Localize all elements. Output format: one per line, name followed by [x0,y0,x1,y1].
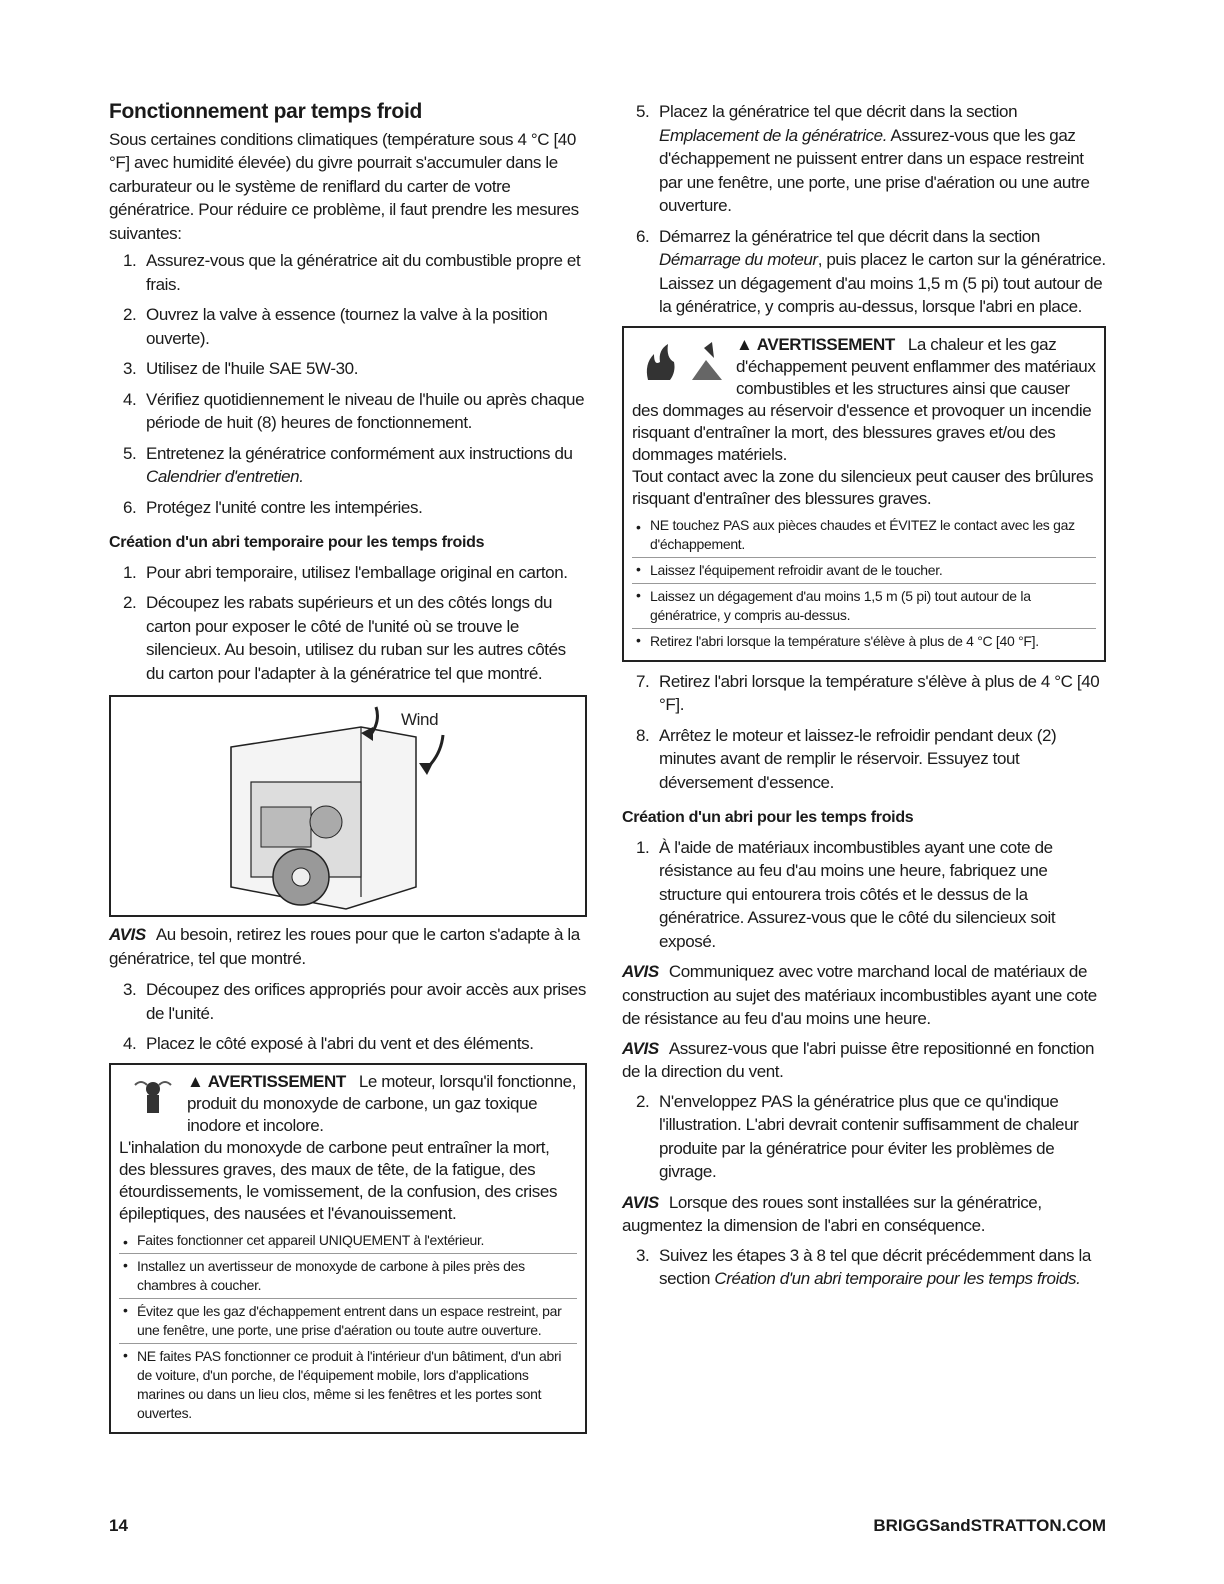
placement-steps [622,100,1106,319]
warning-bullets [119,1231,577,1423]
subheading-shelter: Création d'un abri pour les temps froids [622,809,914,826]
warning-title: AVERTISSEMENT [756,334,895,354]
warning-text-2: Tout contact avec la zone du silencieux peut causer des brûlures risquant d'entraîner des blessures graves. [632,466,1094,508]
shelter-steps [622,836,1106,954]
page-number: 14 [109,1516,128,1535]
shelter-illustration [109,695,587,917]
fire-warning-box [622,326,1106,662]
subheading-temporary-shelter: Création d'un abri temporaire pour les temps froids [109,534,485,551]
avis-note: AVIS Au besoin, retirez les roues pour que le carton s'adapte à la génératrice, tel que montré. [109,925,580,968]
list-item: 5. Placez la génératrice tel que décrit dans la section Emplacement de la génératrice. Assurez-vous que les gaz d'échappement ne puissent entrer dans un espace restreint par une fenêtre, une porte, une prise d'aération ou une autre ouverture. [636,102,1090,215]
list-item: 1. Assurez-vous que la génératrice ait du combustible propre et frais. [123,251,581,294]
fire-hot-surface-icon [642,340,726,384]
avis-note: AVIS Communiquez avec votre marchand local de matériaux de construction au sujet des matériaux incombustibles ayant une cote de résistance au feu d'au moins une heure. [622,962,1097,1028]
list-item: 1. Pour abri temporaire, utilisez l'emballage original en carton. [123,562,568,582]
intro-paragraph: Sous certaines conditions climatiques (température sous 4 °C [40 °F] avec humidité élevée) du givre pourrait s'accumuler dans le carburateur ou le système de reniflard du carter de votre génératrice. Pour réduire ce problème, il faut prendre les mesures suivantes: [109,129,579,243]
warning-triangle-icon: ▲ [187,1071,204,1091]
list-item: 2. N'enveloppez PAS la génératrice plus que ce qu'indique l'illustration. L'abri devrait contenir suffisamment de chaleur produite par la génératrice pour éviter les problèmes de givrage. [636,1091,1079,1181]
warning-text: La chaleur et les gaz d'échappement peuvent enflammer des matériaux combustibles et les structures ainsi que causer des dommages au réservoir d'essence et provoquer un incendie risquant d'entraîner la mort, des blessures graves et/ou des dommages matériels. [632,334,1096,464]
cold-weather-steps [109,249,587,519]
list-item: • Retirez l'abri lorsque la température s'élève à plus de 4 °C [40 °F]. [632,628,1096,651]
warning-text-2: L'inhalation du monoxyde de carbone peut entraîner la mort, des blessures graves, des maux de tête, de la fatigue, des étourdissements, le vomissement, de la confusion, des crises épileptiques, des nausées et l'évanouissement. [119,1137,558,1223]
avis-note: AVIS Assurez-vous que l'abri puisse être repositionné en fonction de la direction du vent. [622,1038,1095,1081]
list-item: 3. Découpez des orifices appropriés pour avoir accès aux prises de l'unité. [123,980,586,1023]
avis-note: AVIS Lorsque des roues sont installées sur la génératrice, augmentez la dimension de l'abri en conséquence. [622,1192,1042,1235]
right-column [622,100,1106,1298]
list-item: 5. Entretenez la génératrice conformément aux instructions du Calendrier d'entretien. [123,443,573,486]
list-item: • NE faites PAS fonctionner ce produit à l'intérieur d'un bâtiment, d'un abri de voiture, d'un porche, de l'équipement mobile, lors d'applications marines ou dans un lieu clos, même si les fenêtres et les portes sont ouvertes. [119,1343,577,1423]
list-item: • NE touchez PAS aux pièces chaudes et ÉVITEZ le contact avec les gaz d'échappement. [632,516,1096,554]
list-item: 2. Découpez les rabats supérieurs et un des côtés longs du carton pour exposer le côté de l'unité où se trouve le silencieux. Au besoin, utilisez du ruban sur les autres côtés du carton pour l'adapter à la génératrice tel que montré. [123,593,566,683]
website-link[interactable]: BRIGGSandSTRATTON.COM [873,1516,1106,1535]
warning-bullets [632,516,1096,651]
warning-title: AVERTISSEMENT [207,1071,346,1091]
wind-label: Wind [401,710,439,729]
warning-text: Le moteur, lorsqu'il fonctionne, produit du monoxyde de carbone, un gaz toxique inodore et incolore. [187,1071,577,1135]
shelter-steps-final [622,1244,1106,1291]
temporary-shelter-steps [109,561,587,686]
list-item: 7. Retirez l'abri lorsque la température s'élève à plus de 4 °C [40 °F]. [636,671,1100,714]
list-item: 2. Ouvrez la valve à essence (tournez la valve à la position ouverte). [123,305,548,348]
list-item: 6. Protégez l'unité contre les intempéries. [123,497,423,517]
shelter-steps-cont [622,1090,1106,1184]
list-item: 3. Suivez les étapes 3 à 8 tel que décrit précédemment dans la section Création d'un abri temporaire pour les temps froids. [636,1245,1091,1288]
left-column [109,100,587,1434]
list-item: 3. Utilisez de l'huile SAE 5W-30. [123,359,359,378]
list-item: • Faites fonctionner cet appareil UNIQUEMENT à l'extérieur. [119,1231,577,1250]
section-heading: Fonctionnement par temps froid [109,100,423,123]
temporary-shelter-steps-cont [109,978,587,1056]
warning-triangle-icon: ▲ [736,334,753,354]
list-item: 1. À l'aide de matériaux incombustibles ayant une cote de résistance au feu d'au moins une heure, fabriquez une structure qui entourera trois côtés et le dessus de la génératrice. Assurez-vous que le côté du silencieux soit exposé. [636,837,1056,951]
shutdown-steps [622,670,1106,795]
list-item: • Installez un avertisseur de monoxyde de carbone à piles près des chambres à coucher. [119,1253,577,1295]
list-item: • Laissez un dégagement d'au moins 1,5 m (5 pi) tout autour de la génératrice, y compris au-dessus. [632,583,1096,625]
list-item: 4. Vérifiez quotidiennement le niveau de l'huile ou après chaque période de huit (8) heures de fonctionnement. [123,389,585,432]
list-item: • Évitez que les gaz d'échappement entrent dans un espace restreint, par une fenêtre, une porte, une prise d'aération ou toute autre ouverture. [119,1298,577,1340]
generator-carton-illustration [111,697,585,911]
list-item: 4. Placez le côté exposé à l'abri du vent et des éléments. [123,1034,534,1053]
toxic-fumes-icon [129,1077,177,1117]
list-item: 8. Arrêtez le moteur et laissez-le refroidir pendant deux (2) minutes avant de remplir le réservoir. Essuyez tout déversement d'essence. [636,725,1057,792]
list-item: • Laissez l'équipement refroidir avant de le toucher. [632,557,1096,580]
list-item: 6. Démarrez la génératrice tel que décrit dans la section Démarrage du moteur, puis placez le carton sur la génératrice. Laissez un dégagement d'au moins 1,5 m (5 pi) tout autour de la génératrice, y compris au-dessus, lorsque l'abri en place. [636,226,1106,316]
co-warning-box [109,1063,587,1434]
